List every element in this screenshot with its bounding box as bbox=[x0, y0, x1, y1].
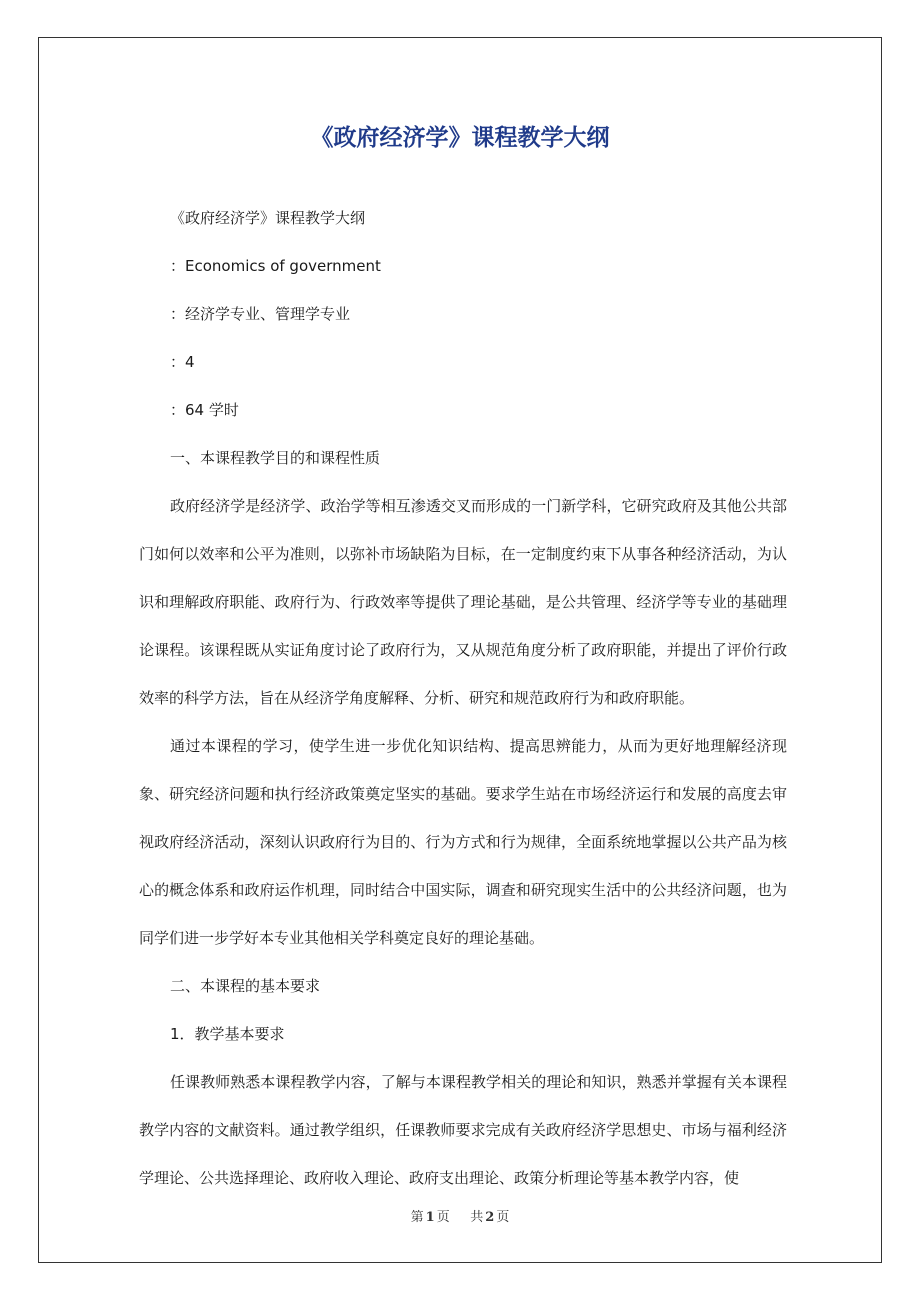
footer-total-pages: 2 bbox=[485, 1210, 495, 1225]
course-name-line: 《政府经济学》课程教学大纲 bbox=[170, 209, 366, 227]
document-title: 《政府经济学》课程教学大纲 bbox=[310, 125, 610, 151]
english-name-line: ：Economics of government bbox=[170, 257, 381, 275]
subsection-1-heading: 1．教学基本要求 bbox=[170, 1025, 285, 1043]
section-1-heading: 一、本课程教学目的和课程性质 bbox=[170, 449, 381, 467]
footer-total-prefix: 共 bbox=[470, 1210, 484, 1225]
footer-current-page: 1 bbox=[425, 1210, 435, 1225]
section-2-heading: 二、本课程的基本要求 bbox=[170, 977, 321, 995]
majors-line: ：经济学专业、管理学专业 bbox=[170, 305, 351, 323]
footer-prefix: 第 bbox=[410, 1210, 424, 1225]
page-footer bbox=[0, 1206, 920, 1225]
footer-total-suffix: 页 bbox=[496, 1210, 510, 1225]
credits-line: ：4 bbox=[170, 353, 195, 371]
hours-line: ：64 学时 bbox=[170, 401, 239, 419]
footer-page-word: 页 bbox=[436, 1210, 450, 1225]
paragraph-course-nature: 政府经济学是经济学、政治学等相互渗透交叉而形成的一门新学科，它研究政府及其他公共部门如何以效率和公平为准则，以弥补市场缺陷为目标，在一定制度约束下从事各种经济活动，为认识和理解政府职能、政府行为、行政效率等提供了理论基础，是公共管理、经济学等专业的基础理论课程。该课程既从实证角度讨论了政府行为，又从规范角度分析了政府职能，并提出了评价行政效率的科学方法，旨在从经济学角度解释、分析、研究和规范政府行为和政府职能。 bbox=[139, 497, 787, 707]
document-body bbox=[139, 194, 787, 1202]
paragraph-course-goals: 通过本课程的学习，使学生进一步优化知识结构、提高思辨能力，从而为更好地理解经济现象、研究经济问题和执行经济政策奠定坚实的基础。要求学生站在市场经济运行和发展的高度去审视政府经济活动，深刻认识政府行为目的、行为方式和行为规律，全面系统地掌握以公共产品为核心的概念体系和政府运作机理，同时结合中国实际，调查和研究现实生活中的公共经济问题，也为同学们进一步学好本专业其他相关学科奠定良好的理论基础。 bbox=[139, 737, 787, 947]
paragraph-teaching-requirements: 任课教师熟悉本课程教学内容，了解与本课程教学相关的理论和知识，熟悉并掌握有关本课程教学内容的文献资料。通过教学组织，任课教师要求完成有关政府经济学思想史、市场与福利经济学理论、公共选择理论、政府收入理论、政府支出理论、政策分析理论等基本教学内容，使 bbox=[139, 1073, 787, 1187]
